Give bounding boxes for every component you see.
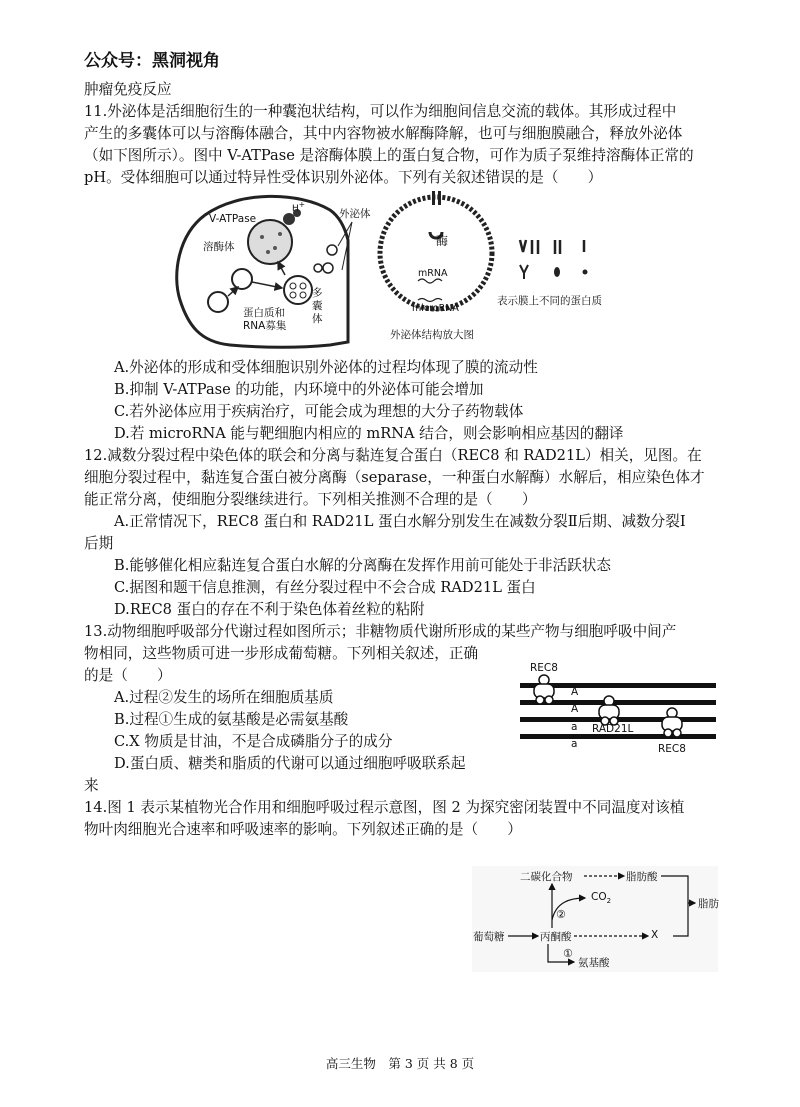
fat-label: 脂肪 (698, 898, 719, 910)
q13-option-d: D.蛋白质、糖类和脂质的代谢可以通过细胞呼吸联系起 (114, 755, 466, 772)
q11-option-c: C.若外泌体应用于疾病治疗，可能会成为理想的大分子药物载体 (114, 403, 524, 420)
exosome-caption: 外泌体结构放大图 (390, 329, 474, 341)
allele-A-2: A (571, 703, 579, 715)
lysosome-label: 溶酶体 (203, 241, 235, 253)
q12-stem-line: 12.减数分裂过程中染色体的联会和分离与黏连复合蛋白（REC8 和 RAD21L）相关，见图。在 (84, 447, 702, 464)
q12-option-c: C.据图和题干信息推测，有丝分裂过程中不会合成 RAD21L 蛋白 (114, 579, 536, 596)
q11-stem-line: （如下图所示）。图中 V-ATPase 是溶酶体膜上的蛋白复合物，可作为质子泵维持溶酶体正常的 (84, 147, 694, 164)
q13-option-d-cont: 来 (84, 777, 99, 794)
h-plus-text: H (292, 204, 299, 214)
q13-stem-line: 物相同，这些物质可进一步形成葡萄糖。下列相关叙述，正确 (84, 645, 479, 662)
x-label: X (651, 929, 659, 941)
q11-option-d: D.若 microRNA 能与靶细胞内相应的 mRNA 结合，则会影响相应基因的翻译 (114, 425, 624, 442)
q12-option-a: A.正常情况下，REC8 蛋白和 RAD21L 蛋白水解分别发生在减数分裂Ⅱ后期、减数分裂Ⅰ (114, 513, 686, 530)
step-2-label: ② (556, 908, 566, 921)
q13-stem-line: 的是（ ） (84, 667, 172, 684)
q11-stem-line: 产生的多囊体可以与溶酶体融合，其中内容物被水解酶降解，也可与细胞膜融合，释放外泌体 (84, 125, 683, 142)
q11-option-a: A.外泌体的形成和受体细胞识别外泌体的过程均体现了膜的流动性 (114, 359, 538, 376)
step-1-label: ① (563, 947, 573, 960)
h-plus-label: H+ (292, 200, 306, 214)
allele-a-1: a (571, 721, 578, 733)
co2-text: CO (591, 891, 607, 903)
mvb-label-2: 囊 (312, 300, 323, 312)
protein-rna-label-2: RNA募集 (243, 320, 287, 332)
q13-option-c: C.X 物质是甘油，不是合成磷脂分子的成分 (114, 733, 393, 750)
q13-stem-line: 13.动物细胞呼吸部分代谢过程如图所示；非糖物质代谢所形成的某些产物与细胞呼吸中间产 (84, 623, 677, 640)
q12-stem-line: 细胞分裂过程中，黏连复合蛋白被分离酶（separase，一种蛋白水解酶）水解后，相应染色体才 (84, 469, 705, 486)
pyruvate-label: 丙酮酸 (540, 931, 572, 943)
q13-option-a: A.过程②发生的场所在细胞质基质 (114, 689, 334, 706)
q14-stem-line: 14.图 1 表示某植物光合作用和细胞呼吸过程示意图，图 2 为探究密闭装置中不同温度对该植 (84, 799, 685, 816)
q12-option-a-cont: 后期 (84, 535, 114, 552)
enzyme-label: 酶 (436, 234, 449, 248)
dicarbon-label: 二碳化合物 (520, 871, 573, 883)
membrane-protein-legend: 表示膜上不同的蛋白质 (497, 295, 602, 307)
glucose-label: 葡萄糖 (473, 931, 505, 943)
q12-stem-line: 能正常分离，使细胞分裂继续进行。下列相关推测不合理的是（ ） (84, 491, 537, 508)
q11-stem-line: pH。受体细胞可以通过特异性受体识别外泌体。下列有关叙述错误的是（ ） (84, 169, 603, 186)
mvb-label-3: 体 (312, 313, 323, 325)
carry-over-line: 肿瘤免疫反应 (84, 81, 172, 98)
q11-stem-line: 11.外泌体是活细胞衍生的一种囊泡状结构，可以作为细胞间信息交流的载体。其形成过程中 (84, 103, 677, 120)
q14-stem-line: 物叶肉细胞光合速率和呼吸速率的影响。下列叙述正确的是（ ） (84, 821, 522, 838)
v-atpase-label: V-ATPase (209, 213, 257, 225)
fatty-acid-label: 脂肪酸 (626, 871, 658, 883)
watermark-text: 公众号：黑洞视角 (84, 51, 220, 71)
protein-rna-label-1: 蛋白质和 (243, 307, 285, 319)
co2-label (591, 891, 611, 905)
allele-A-1: A (571, 686, 579, 698)
mvb-label-1: 多 (312, 287, 323, 299)
q12-option-d: D.REC8 蛋白的存在不利于染色体着丝粒的粘附 (114, 601, 425, 618)
q12-option-b: B.能够催化相应黏连复合蛋白水解的分离酶在发挥作用前可能处于非活跃状态 (114, 557, 611, 574)
co2-sub: 2 (606, 897, 612, 906)
q13-option-b: B.过程①生成的氨基酸是必需氨基酸 (114, 711, 349, 728)
rec8-top-label: REC8 (530, 662, 558, 674)
rad21l-label: RAD21L (592, 723, 634, 735)
amino-acid-label: 氨基酸 (578, 957, 610, 969)
exosome-label: 外泌体 (339, 208, 371, 220)
page-footer: 高三生物 第 3 页 共 8 页 (325, 1056, 475, 1071)
microrna-label: microRNA (412, 303, 459, 314)
rec8-bottom-label: REC8 (658, 743, 686, 755)
allele-a-2: a (571, 738, 578, 750)
q11-option-b: B.抑制 V-ATPase 的功能，内环境中的外泌体可能会增加 (114, 381, 484, 398)
mrna-label: mRNA (418, 268, 448, 279)
